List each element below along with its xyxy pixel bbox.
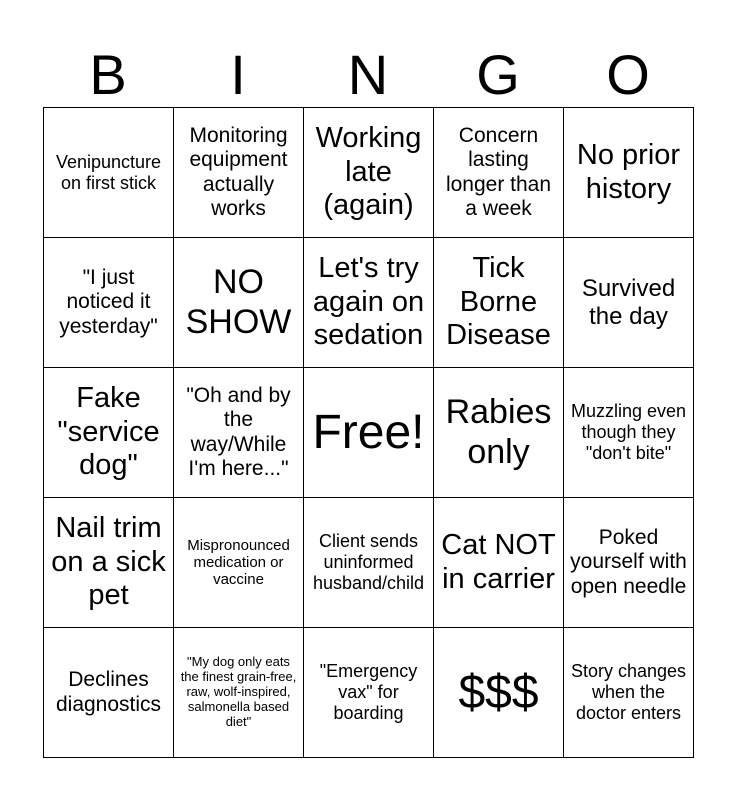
free-space-cell[interactable]: Free!: [304, 368, 434, 498]
board-row: [44, 238, 694, 368]
bingo-cell[interactable]: Nail trim on a sick pet: [44, 498, 174, 628]
board-row: [44, 108, 694, 238]
bingo-cell[interactable]: Story changes when the doctor enters: [564, 628, 694, 758]
bingo-cell[interactable]: Tick Borne Disease: [434, 238, 564, 368]
bingo-cell[interactable]: Concern lasting longer than a week: [434, 108, 564, 238]
bingo-cell[interactable]: Working late (again): [304, 108, 434, 238]
board-row: [44, 368, 694, 498]
bingo-cell[interactable]: $$$: [434, 628, 564, 758]
bingo-cell[interactable]: Declines diagnostics: [44, 628, 174, 758]
bingo-header: [43, 40, 693, 110]
bingo-cell[interactable]: Poked yourself with open needle: [564, 498, 694, 628]
header-letter-o: O: [606, 43, 650, 106]
header-letter-b: B: [89, 43, 127, 106]
bingo-cell[interactable]: "I just noticed it yesterday": [44, 238, 174, 368]
bingo-cell[interactable]: "My dog only eats the finest grain-free, raw, wolf-inspired, salmonella based diet": [174, 628, 304, 758]
header-letter-i: I: [230, 43, 246, 106]
bingo-board: [43, 107, 694, 758]
bingo-cell[interactable]: Muzzling even though they "don't bite": [564, 368, 694, 498]
bingo-cell[interactable]: "Oh and by the way/While I'm here...": [174, 368, 304, 498]
bingo-cell[interactable]: Client sends uninformed husband/child: [304, 498, 434, 628]
bingo-cell[interactable]: Cat NOT in carrier: [434, 498, 564, 628]
bingo-cell[interactable]: Survived the day: [564, 238, 694, 368]
bingo-cell[interactable]: No prior history: [564, 108, 694, 238]
bingo-cell[interactable]: Monitoring equipment actually works: [174, 108, 304, 238]
bingo-cell[interactable]: Rabies only: [434, 368, 564, 498]
header-letter-n: N: [347, 43, 389, 106]
header-letter-g: G: [476, 43, 520, 106]
bingo-cell[interactable]: Fake "service dog": [44, 368, 174, 498]
bingo-cell[interactable]: Mispronounced medication or vaccine: [174, 498, 304, 628]
bingo-cell[interactable]: "Emergency vax" for boarding: [304, 628, 434, 758]
bingo-cell[interactable]: Venipuncture on first stick: [44, 108, 174, 238]
bingo-cell[interactable]: NO SHOW: [174, 238, 304, 368]
board-row: [44, 628, 694, 758]
board-row: [44, 498, 694, 628]
bingo-cell[interactable]: Let's try again on sedation: [304, 238, 434, 368]
